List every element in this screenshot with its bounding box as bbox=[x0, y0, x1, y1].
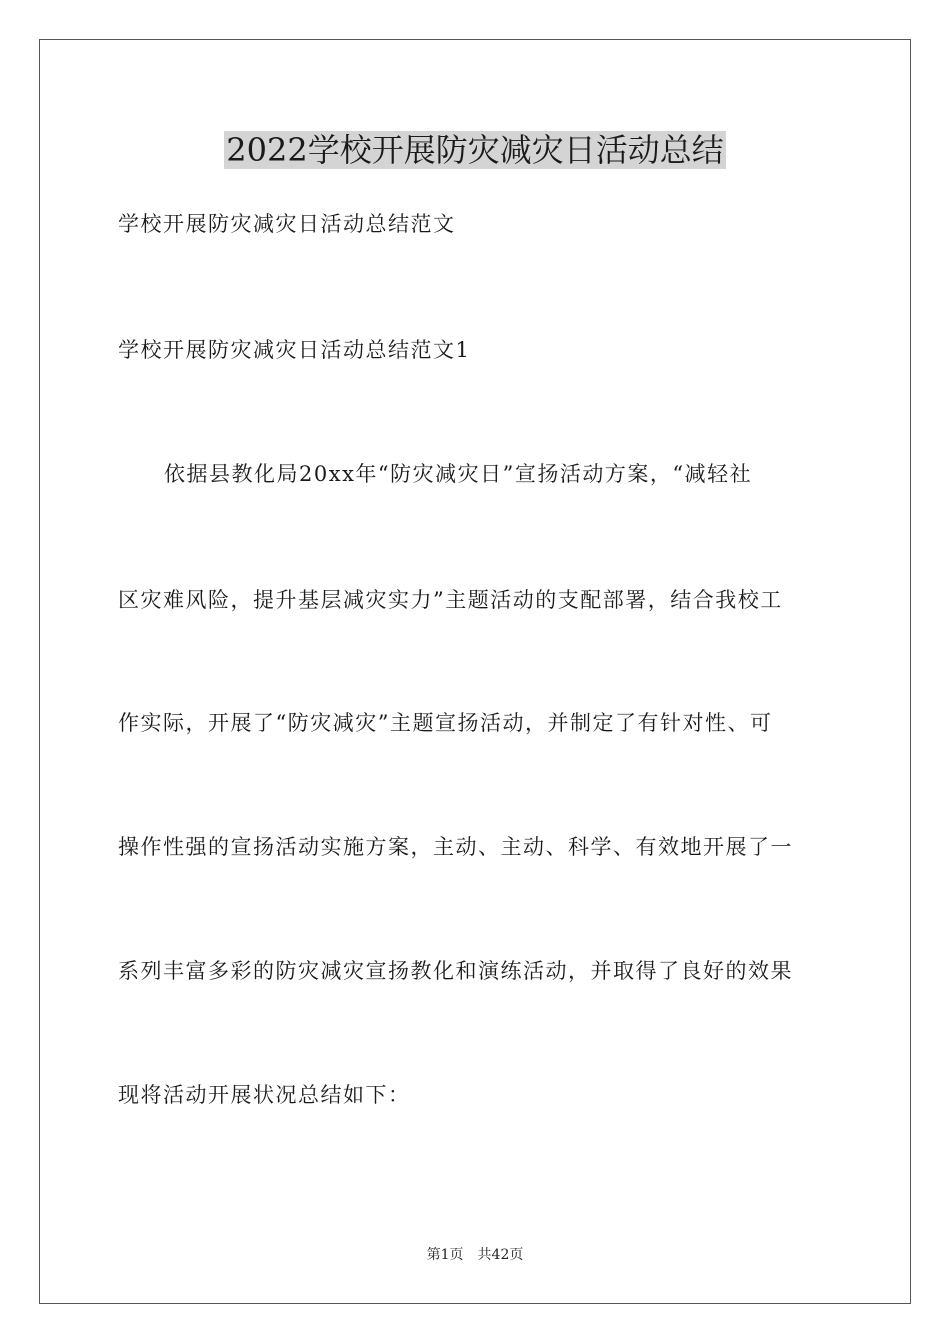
document-title-text: 2022学校开展防灾减灾日活动总结 bbox=[226, 131, 724, 169]
paragraph-line-5: 系列丰富多彩的防灾减灾宣扬教化和演练活动，并取得了良好的效果 bbox=[118, 959, 793, 983]
page-footer bbox=[0, 1245, 950, 1265]
subtitle-line: 学校开展防灾减灾日活动总结范文 bbox=[118, 212, 456, 236]
document-title bbox=[0, 128, 950, 172]
paragraph-line-4: 操作性强的宣扬活动实施方案，主动、主动、科学、有效地开展了一 bbox=[118, 835, 793, 859]
page-number: 第1页 bbox=[426, 1247, 464, 1263]
paragraph-line-2: 区灾难风险，提升基层减灾实力”主题活动的支配部署，结合我校工 bbox=[118, 588, 783, 612]
page-total: 共42页 bbox=[477, 1247, 524, 1263]
paragraph-line-3: 作实际，开展了“防灾减灾”主题宣扬活动，并制定了有针对性、可 bbox=[118, 711, 773, 735]
section-heading: 学校开展防灾减灾日活动总结范文1 bbox=[118, 338, 471, 362]
paragraph-line-6: 现将活动开展状况总结如下： bbox=[118, 1083, 411, 1107]
paragraph-line-1: 依据县教化局20xx年“防灾减灾日”宣扬活动方案，“减轻社 bbox=[164, 462, 753, 486]
